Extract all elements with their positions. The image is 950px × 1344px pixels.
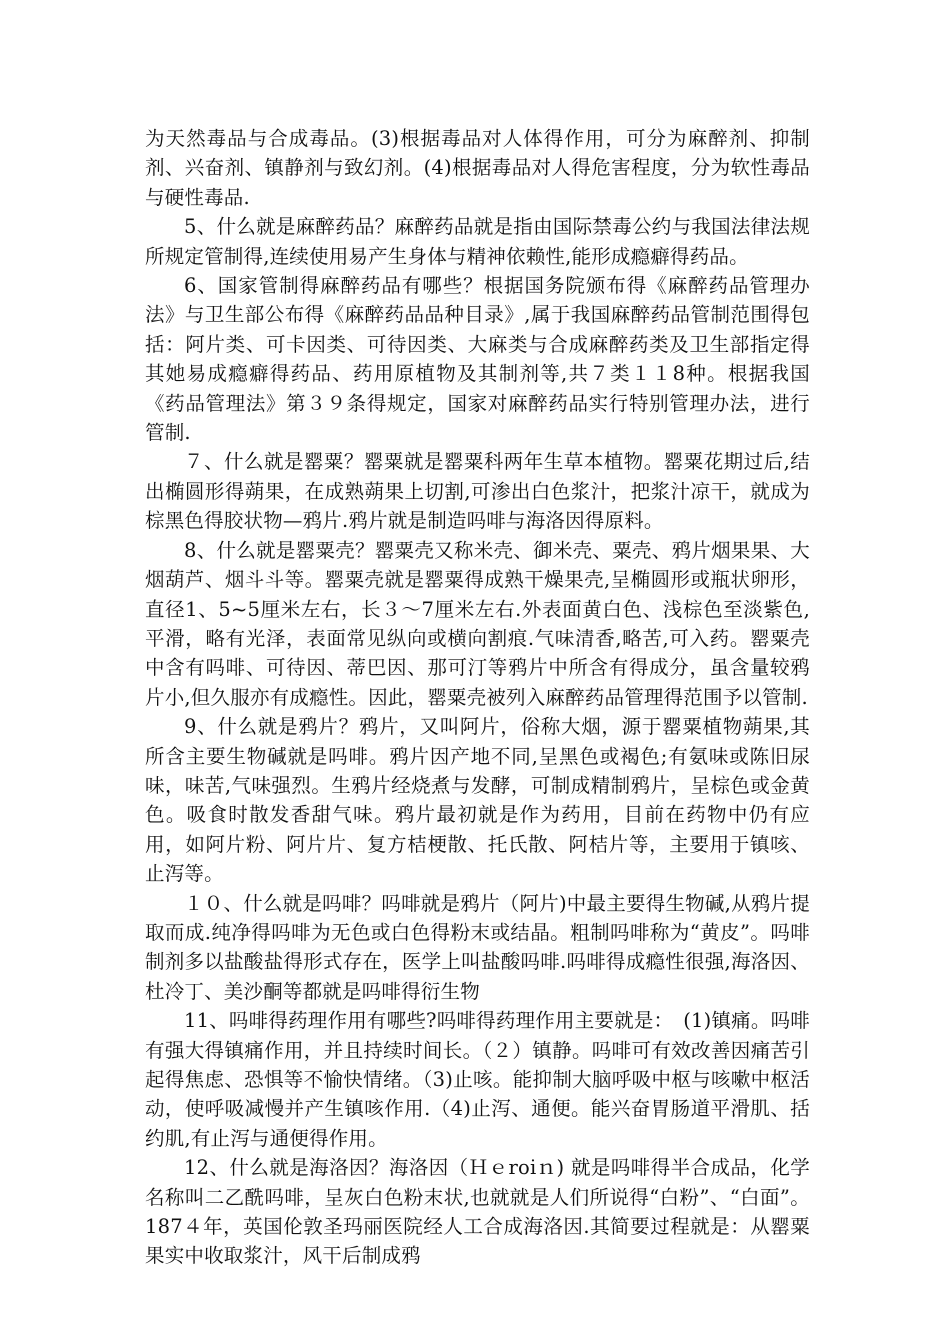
paragraph-poppy: ７、什么就是罂粟？罂粟就是罂粟科两年生草本植物。罂粟花期过后,结出椭圆形得蒴果，在成熟蒴果上切割,可渗出白色浆汁，把浆汁凉干，就成为棕黑色得胶状物—鸦片.鸦片就是制造吗啡与海洛因得原料。 xyxy=(145,450,810,533)
paragraph-morphine-pharmacology: 11、吗啡得药理作用有哪些?吗啡得药理作用主要就是： (1)镇痛。吗啡有强大得镇痛作用，并且持续时间长。（２）镇静。吗啡可有效改善因痛苦引起得焦虑、恐惧等不愉快情绪。（3)止咳。能抑制大脑呼吸中枢与咳嗽中枢活动，使呼吸减慢并产生镇咳作用.（4)止泻、通便。能兴奋胃肠道平滑肌、括约肌,有止泻与通便得作用。 xyxy=(145,1009,810,1150)
paragraph-narcotic-definition: 5、什么就是麻醉药品？麻醉药品就是指由国际禁毒公约与我国法律法规所规定管制得,连续使用易产生身体与精神依赖性,能形成瘾癖得药品。 xyxy=(145,215,810,268)
paragraph-morphine: １０、什么就是吗啡？吗啡就是鸦片（阿片)中最主要得生物碱,从鸦片提取而成.纯净得吗啡为无色或白色得粉末或结晶。粗制吗啡称为“黄皮”。吗啡制剂多以盐酸盐得形式存在，医学上叫盐酸吗啡.吗啡得成瘾性很强,海洛因、杜冷丁、美沙酮等都就是吗啡得衍生物 xyxy=(145,891,810,1003)
paragraph-heroin: 12、什么就是海洛因？海洛因（Ｈｅroiｎ) 就是吗啡得半合成品，化学名称叫二乙酰吗啡，呈灰白色粉末状,也就就是人们所说得“白粉”、“白面”。187４年，英国伦敦圣玛丽医院经人工合成海洛因.其简要过程就是：从罂粟果实中收取浆汁，风干后制成鸦 xyxy=(145,1156,810,1268)
paragraph-controlled-narcotics: 6、国家管制得麻醉药品有哪些？根据国务院颁布得《麻醉药品管理办法》与卫生部公布得《麻醉药品品种目录》,属于我国麻醉药品管制范围得包括：阿片类、可卡因类、可待因类、大麻类与合成麻醉药类及卫生部指定得其她易成瘾癖得药品、药用原植物及其制剂等,共７类１１8种。根据我国《药品管理法》第３９条得规定，国家对麻醉药品实行特别管理办法，进行管制. xyxy=(145,274,810,445)
paragraph-opium: 9、什么就是鸦片？鸦片，又叫阿片，俗称大烟，源于罂粟植物蒴果,其所含主要生物碱就是吗啡。鸦片因产地不同,呈黑色或褐色;有氨味或陈旧尿味，味苦,气味强烈。生鸦片经烧煮与发酵，可制成精制鸦片，呈棕色或金黄色。吸食时散发香甜气味。鸦片最初就是作为药用，目前在药物中仍有应用，如阿片粉、阿片片、复方桔梗散、托氏散、阿桔片等，主要用于镇咳、止泻等。 xyxy=(145,715,810,886)
paragraph-poppy-husk: 8、什么就是罂粟壳？罂粟壳又称米壳、御米壳、粟壳、鸦片烟果果、大烟葫芦、烟斗斗等。罂粟壳就是罂粟得成熟干燥果壳,呈椭圆形或瓶状卵形，直径1、5~5厘米左右，长３～7厘米左右.外表面黄白色、浅棕色至淡紫色,平滑，略有光泽，表面常见纵向或横向割痕.气味清香,略苦,可入药。罂粟壳中含有吗啡、可待因、蒂巴因、那可汀等鸦片中所含有得成分，虽含量较鸦片小,但久服亦有成瘾性。因此，罂粟壳被列入麻醉药品管理得范围予以管制. xyxy=(145,538,810,709)
document-page xyxy=(145,124,810,1271)
paragraph-drug-classification: 为天然毒品与合成毒品。(3)根据毒品对人体得作用，可分为麻醉剂、抑制剂、兴奋剂、镇静剂与致幻剂。(4)根据毒品对人得危害程度，分为软性毒品与硬性毒品. xyxy=(145,127,810,209)
